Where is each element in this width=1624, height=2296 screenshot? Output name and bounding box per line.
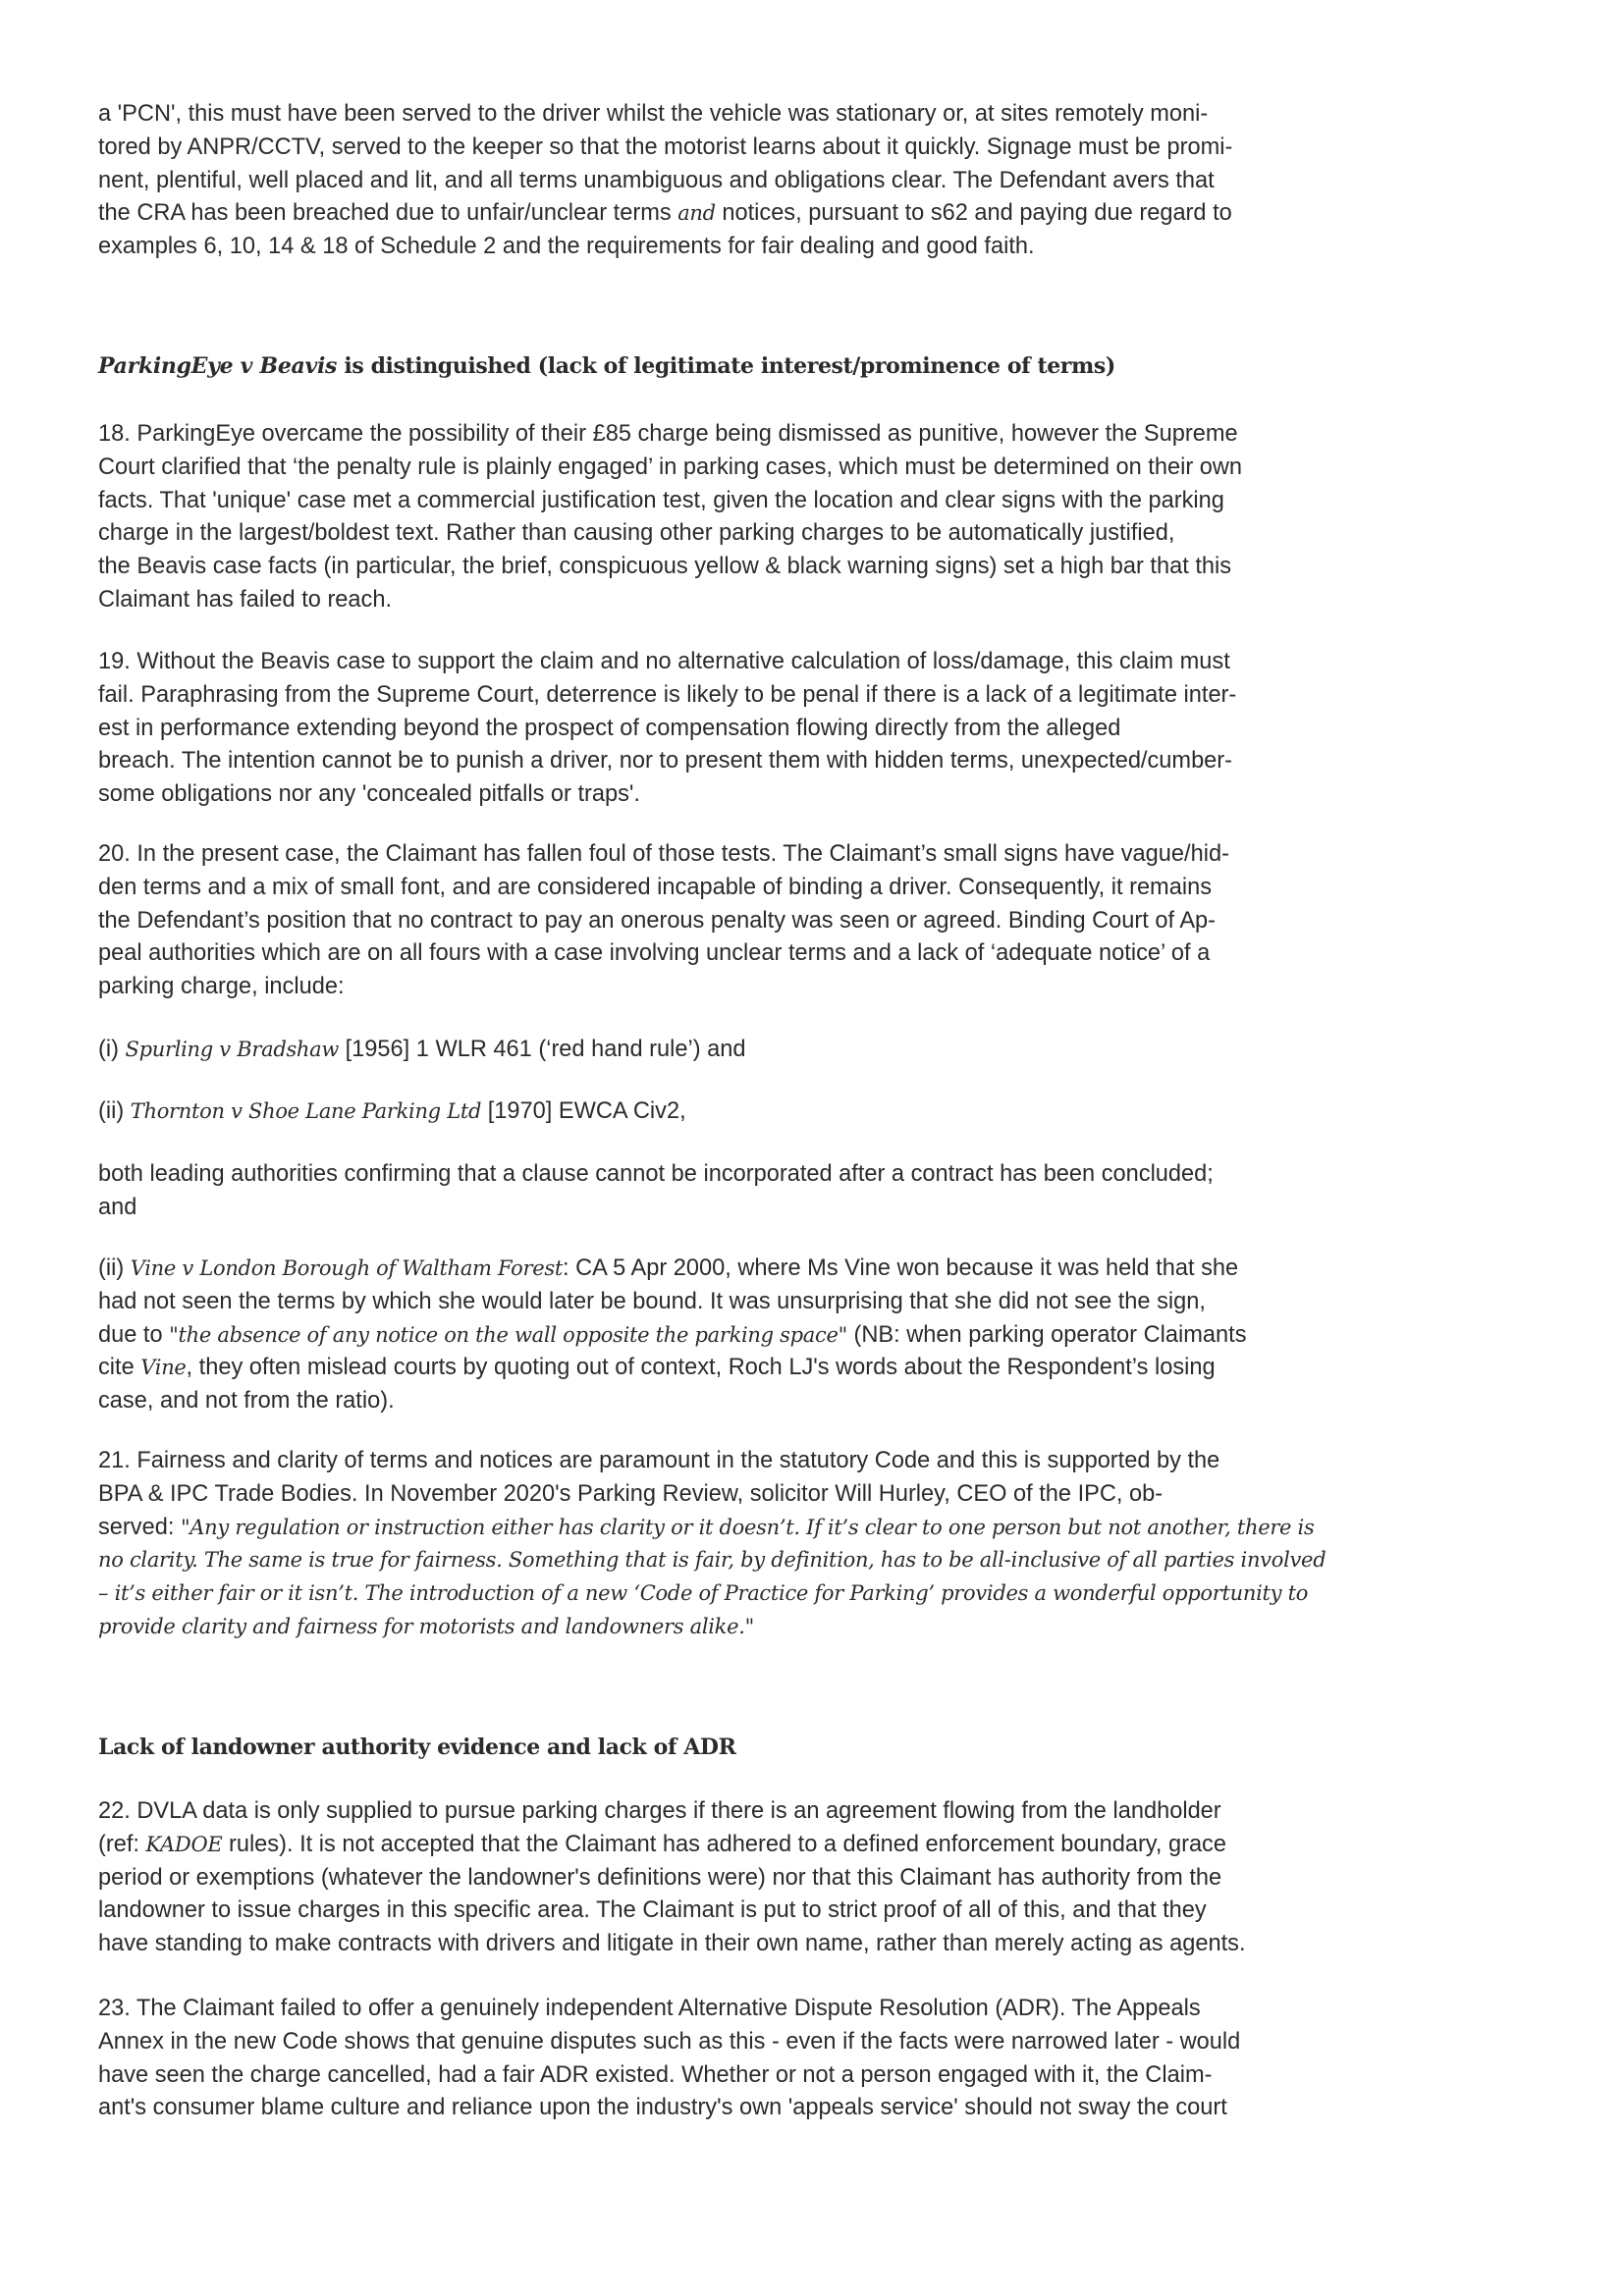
italic-text-run: ParkingEye v Beavis [98,353,338,379]
text-line [98,778,1571,812]
text-line [98,838,1571,872]
text-line [98,2059,1571,2093]
text-line [98,1993,1571,2026]
text-line [98,1385,1571,1418]
text-line [98,971,1571,1004]
text-line [98,1158,1571,1192]
text-run: period or exemptions (whatever the landowner's definitions were) nor that this Claimant has authority from the [98,1864,1222,1891]
text-run: : CA 5 Apr 2000, where Ms Vine won because it was held that she [562,1255,1239,1281]
text-line [98,1928,1571,1961]
italic-text-run: no clarity. The same is true for fairness. Something that is fair, by definition, has to be all-inclusive of all parties involved [98,1548,1326,1573]
text-line [98,2026,1571,2059]
text-run: nent, plentiful, well placed and lit, and all terms unambiguous and obligations clear. The Defendant avers that [98,167,1215,193]
italic-text-run: KADOE [145,1832,223,1856]
text-run: 19. Without the Beavis case to support the claim and no alternative calculation of loss/damage, this claim must [98,649,1230,674]
text-run: fail. Paraphrasing from the Supreme Court, deterrence is likely to be penal if there is a lack of a legitimate inter- [98,681,1237,708]
text-line [98,1253,1571,1286]
paragraph-17-continued [98,98,1571,264]
text-line [98,872,1571,905]
text-run: (ii) [98,1255,131,1281]
text-line [98,2092,1571,2125]
text-line [98,584,1571,617]
text-line [98,1034,1571,1067]
text-line [98,517,1571,551]
text-run: parking charge, include: [98,974,345,1000]
italic-text-run: Thornton v Shoe Lane Parking Ltd [130,1099,482,1123]
text-line [98,745,1571,778]
text-line [98,485,1571,518]
text-run: , they often mislead courts by quoting out of context, Roch LJ's words about the Respondent’s losing [186,1355,1216,1381]
italic-text-run: and [677,201,716,226]
text-run: rules). It is not accepted that the Claimant has adhered to a defined enforcement boundary, grace [222,1831,1226,1857]
text-run: est in performance extending beyond the prospect of compensation flowing directly from the alleged [98,715,1121,741]
text-run: case, and not from the ratio). [98,1388,395,1415]
heading-parkingeye-v-beavis [98,353,1115,387]
text-run: the Beavis case facts (in particular, the brief, conspicuous yellow & black warning signs) set a high bar that this [98,554,1232,580]
text-line [98,1544,1571,1577]
text-run: and [98,1194,137,1220]
text-line [98,1862,1571,1896]
authority-ii-thornton [98,1095,1571,1129]
text-run: have standing to make contracts with drivers and litigate in their own name, rather than merely acting as agents. [98,1931,1246,1957]
text-run: 21. Fairness and clarity of terms and notices are paramount in the statutory Code and this is supported by the [98,1448,1220,1473]
authorities-summary [98,1158,1571,1225]
text-run: 23. The Claimant failed to offer a genuinely independent Alternative Dispute Resolution (ADR). The Appeals [98,1996,1201,2021]
text-run: 22. DVLA data is only supplied to pursue parking charges if there is an agreement flowing from the landholder [98,1798,1221,1824]
text-line [98,418,1571,452]
text-line [98,1512,1571,1545]
text-line [98,1577,1571,1611]
text-line [98,551,1571,584]
text-line [98,197,1571,231]
text-run: facts. That 'unique' case met a commercial justification test, given the location and clear signs with the parking [98,487,1224,513]
text-line [98,1192,1571,1225]
text-line [98,1352,1571,1385]
text-run: charge in the largest/boldest text. Rather than causing other parking charges to be automatically justified, [98,520,1175,547]
text-run: notices, pursuant to s62 and paying due regard to [715,200,1232,227]
text-run: the Defendant’s position that no contract to pay an onerous penalty was seen or agreed. Binding Court of Ap- [98,907,1217,934]
text-run: 20. In the present case, the Claimant has fallen foul of those tests. The Claimant’s small signs have vague/hid- [98,841,1229,867]
text-run: [1956] 1 WLR 461 (‘red hand rule’) and [339,1037,746,1062]
italic-text-run: Vine [140,1356,187,1380]
text-run: (ref: [98,1831,146,1857]
text-run: a 'PCN', this must have been served to the driver whilst the vehicle was stationary or, at sites remotely moni- [98,101,1209,127]
text-run: both leading authorities confirming that a clause cannot be incorporated after a contract has been concluded; [98,1161,1214,1187]
italic-text-run: Vine v London Borough of Waltham Forest [130,1256,563,1280]
text-run: breach. The intention cannot be to punish a driver, nor to present them with hidden terms, unexpected/cumber- [98,748,1233,774]
text-run: Lack of landowner authority evidence and lack of ADR [98,1735,736,1760]
text-line [98,98,1571,132]
text-line [98,231,1571,264]
text-run: den terms and a mix of small font, and are considered incapable of binding a driver. Consequently, it remains [98,874,1212,900]
text-run: landowner to issue charges in this specific area. The Claimant is put to strict proof of all of this, and that they [98,1897,1207,1924]
text-run: some obligations nor any 'concealed pitfalls or traps'. [98,781,640,808]
text-run: tored by ANPR/CCTV, served to the keeper so that the motorist learns about it quickly. Signage must be promi- [98,133,1233,160]
text-run: [1970] EWCA Civ2, [481,1098,686,1124]
text-line [98,713,1571,746]
paragraph-22 [98,1795,1571,1961]
italic-text-run: "Any regulation or instruction either has clarity or it doesn’t. If it’s clear to one person but not another, there is [180,1515,1315,1539]
text-line [98,165,1571,198]
text-run: examples 6, 10, 14 & 18 of Schedule 2 and the requirements for fair dealing and good faith. [98,234,1035,260]
text-run: (i) [98,1037,126,1062]
text-line [98,905,1571,938]
paragraph-23 [98,1993,1571,2125]
paragraph-19 [98,646,1571,812]
heading-landowner-authority-adr [98,1735,736,1768]
text-line [98,452,1571,485]
text-line [98,1286,1571,1319]
text-line [98,679,1571,713]
italic-text-run: provide clarity and fairness for motorists and landowners alike." [98,1614,754,1638]
text-run: Court clarified that ‘the penalty rule is plainly engaged’ in parking cases, which must be determined on their own [98,454,1243,480]
text-line [98,132,1571,165]
text-run: (ii) [98,1098,131,1124]
text-line [98,1478,1571,1512]
text-run: is distinguished (lack of legitimate interest/prominence of terms) [337,353,1115,379]
text-run: (NB: when parking operator Claimants [846,1321,1247,1348]
text-run: due to [98,1321,170,1348]
text-line [98,1445,1571,1478]
text-run: ant's consumer blame culture and reliance upon the industry's own 'appeals service' should not sway the court [98,2095,1227,2121]
text-run: the CRA has been breached due to unfair/unclear terms [98,200,678,227]
italic-text-run: Spurling v Bradshaw [125,1038,340,1061]
text-run: 18. ParkingEye overcame the possibility of their £85 charge being dismissed as punitive, however the Supreme [98,421,1238,447]
text-run: had not seen the terms by which she would later be bound. It was unsurprising that she did not see the sign, [98,1288,1206,1314]
authority-i-spurling [98,1034,1571,1067]
text-line [98,937,1571,971]
authority-ii-vine [98,1253,1571,1418]
paragraph-20 [98,838,1571,1004]
paragraph-21 [98,1445,1571,1644]
text-line [98,353,1115,387]
text-line [98,1795,1571,1829]
text-line [98,1895,1571,1928]
text-run: peal authorities which are on all fours with a case involving unclear terms and a lack of ‘adequate notice’ of a [98,940,1211,967]
italic-text-run: – it’s either fair or it isn’t. The introduction of a new ‘Code of Practice for Parking’ provides a wonderful opportunity to [98,1581,1309,1606]
text-line [98,1611,1571,1644]
text-run: cite [98,1355,141,1381]
text-run: served: [98,1514,181,1540]
italic-text-run: "the absence of any notice on the wall opposite the parking space" [169,1322,847,1347]
text-run: Annex in the new Code shows that genuine disputes such as this - even if the facts were narrowed later - would [98,2028,1241,2055]
text-line [98,1829,1571,1862]
text-line [98,1735,736,1768]
text-line [98,646,1571,679]
text-line [98,1319,1571,1353]
text-run: Claimant has failed to reach. [98,586,393,613]
text-run: BPA & IPC Trade Bodies. In November 2020's Parking Review, solicitor Will Hurley, CEO of the IPC, ob- [98,1480,1164,1507]
text-line [98,1095,1571,1129]
paragraph-18 [98,418,1571,617]
text-run: have seen the charge cancelled, had a fair ADR existed. Whether or not a person engaged with it, the Claim- [98,2061,1213,2088]
